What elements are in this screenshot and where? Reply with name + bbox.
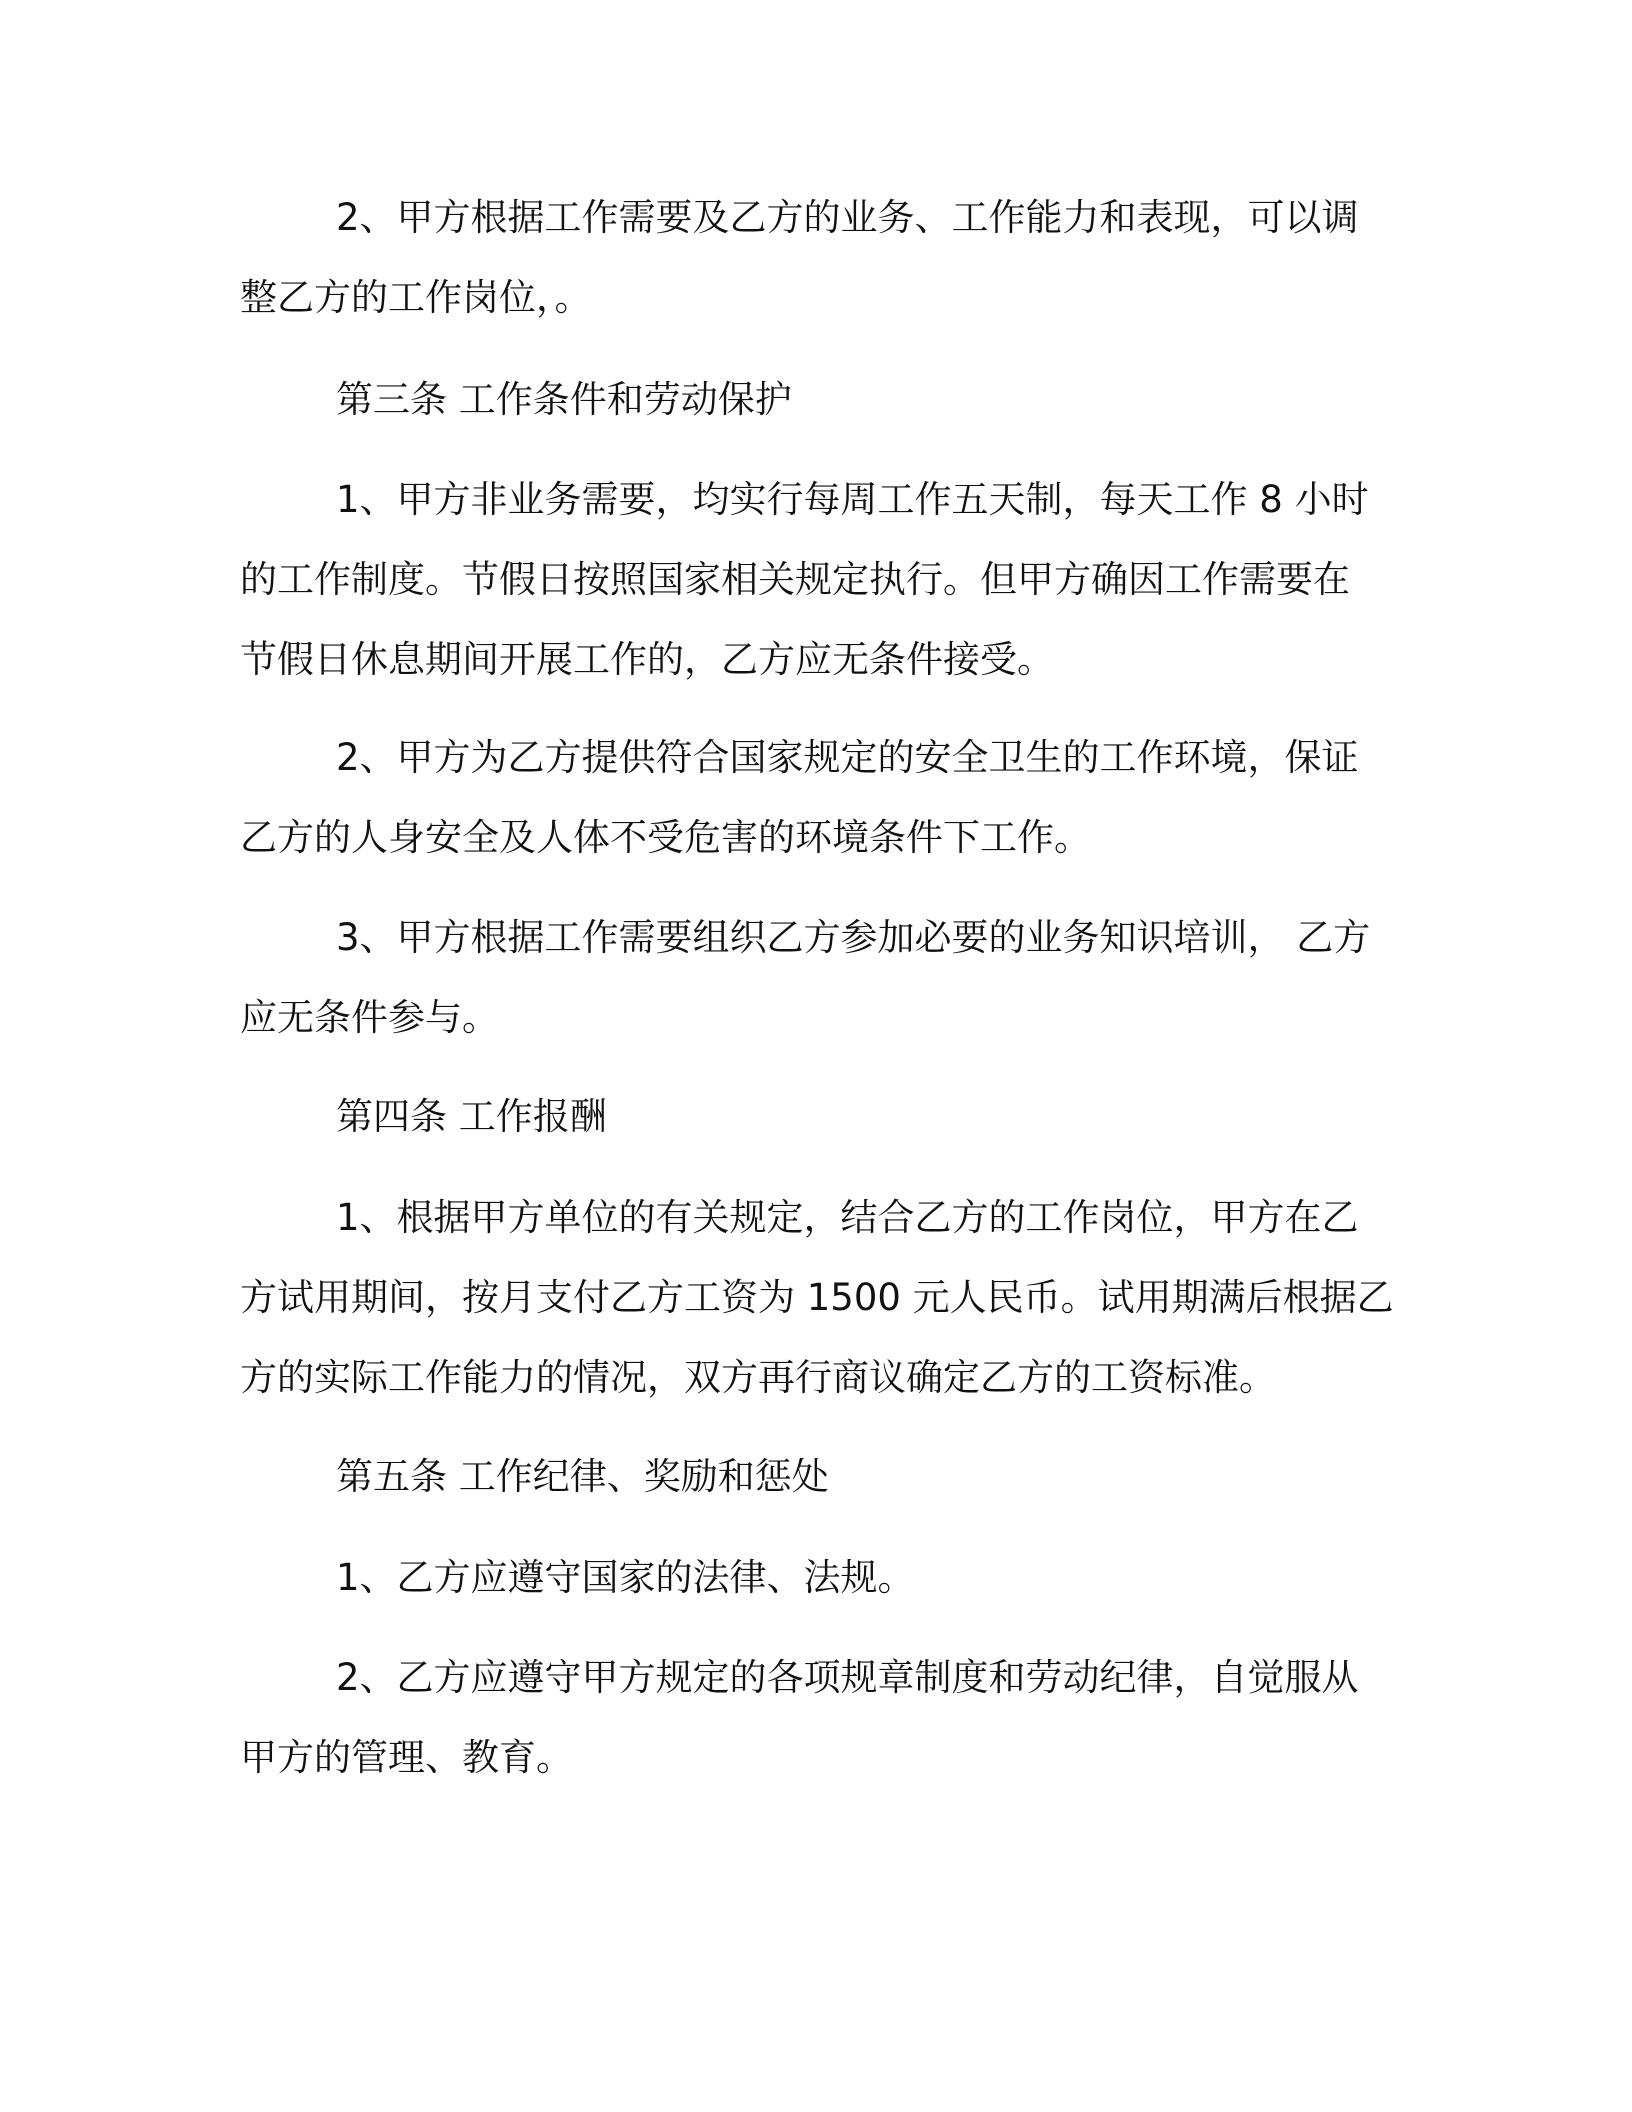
text-line: 整乙方的工作岗位，。 <box>240 276 592 319</box>
text-line: 方的实际工作能力的情况，双方再行商议确定乙方的工资标准。 <box>240 1356 1276 1399</box>
text-line: 节假日休息期间开展工作的，乙方应无条件接受。 <box>240 638 1054 681</box>
article-5-heading <box>240 1437 1380 1517</box>
text-line: 应无条件参与。 <box>240 996 499 1039</box>
paragraph-training <box>240 898 1380 1058</box>
paragraph-job-adjustment <box>240 178 1380 338</box>
text-line: 方试用期间，按月支付乙方工资为 1500 元人民币。试用期满后根据乙 <box>240 1276 1394 1319</box>
section-heading: 第四条 工作报酬 <box>336 1095 607 1138</box>
paragraph-obey-law <box>240 1538 1380 1618</box>
paragraph-obey-rules <box>240 1638 1380 1798</box>
text-line: 1、甲方非业务需要，均实行每周工作五天制，每天工作 8 小时 <box>336 478 1369 521</box>
text-line: 2、甲方为乙方提供符合国家规定的安全卫生的工作环境，保证 <box>336 736 1359 779</box>
section-heading: 第三条 工作条件和劳动保护 <box>336 378 792 421</box>
text-line: 2、甲方根据工作需要及乙方的业务、工作能力和表现，可以调 <box>336 196 1359 239</box>
paragraph-work-environment <box>240 718 1380 878</box>
text-line: 的工作制度。节假日按照国家相关规定执行。但甲方确因工作需要在 <box>240 558 1350 601</box>
article-3-heading <box>240 360 1380 440</box>
text-line: 乙方的人身安全及人体不受危害的环境条件下工作。 <box>240 816 1091 859</box>
text-line: 甲方的管理、教育。 <box>240 1736 573 1779</box>
text-line: 1、根据甲方单位的有关规定，结合乙方的工作岗位，甲方在乙 <box>336 1196 1359 1239</box>
text-line: 1、乙方应遵守国家的法律、法规。 <box>336 1556 915 1599</box>
text-line: 2、乙方应遵守甲方规定的各项规章制度和劳动纪律，自觉服从 <box>336 1656 1359 1699</box>
section-heading: 第五条 工作纪律、奖励和惩处 <box>336 1455 829 1498</box>
paragraph-working-hours <box>240 460 1380 700</box>
article-4-heading <box>240 1077 1380 1157</box>
text-line: 3、甲方根据工作需要组织乙方参加必要的业务知识培训， 乙方 <box>336 916 1371 959</box>
paragraph-salary <box>240 1178 1394 1418</box>
